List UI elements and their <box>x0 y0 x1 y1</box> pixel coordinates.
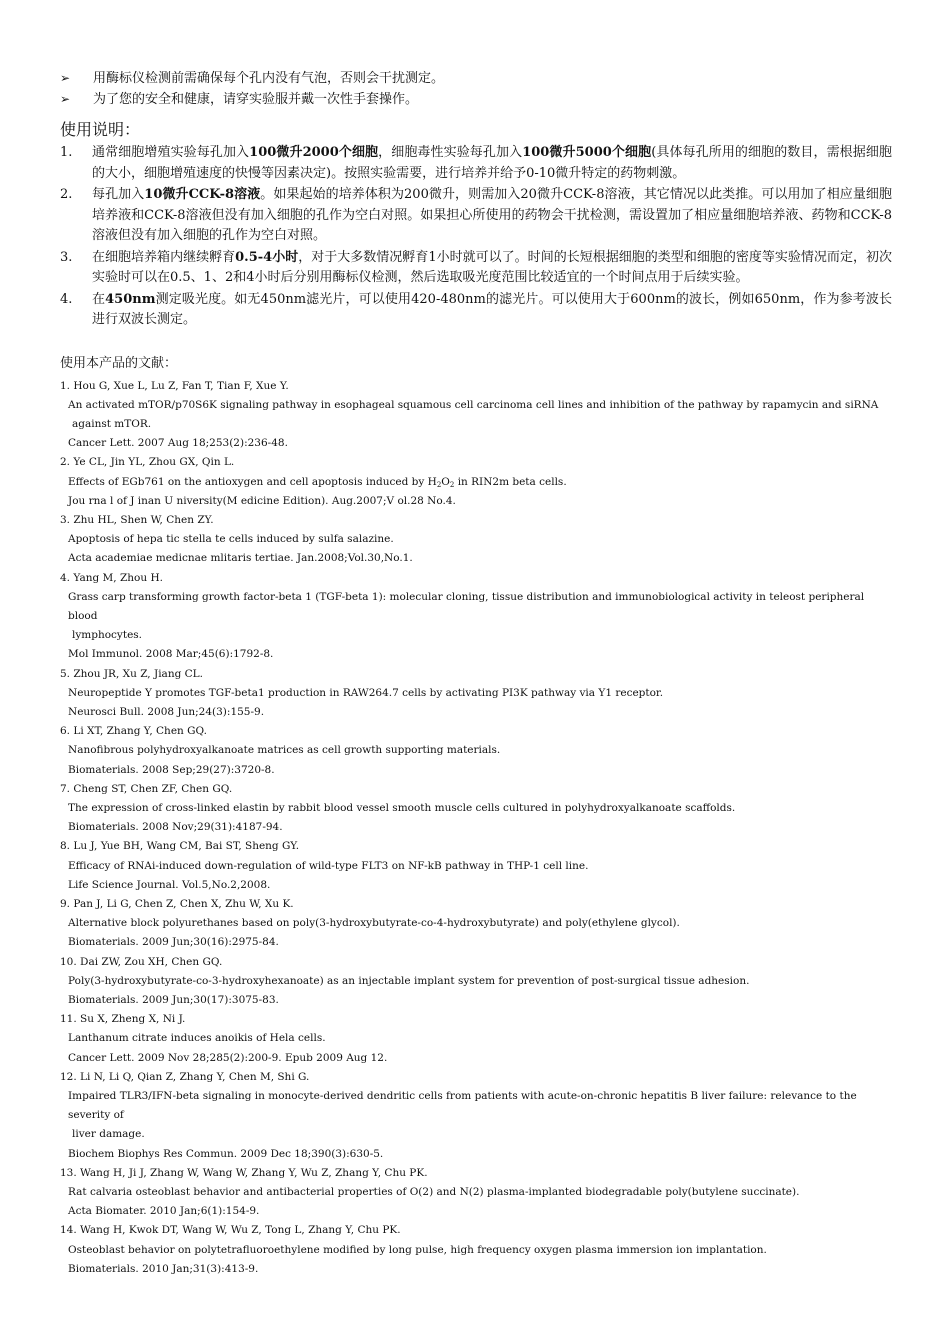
reference-item: 14. Wang H, Kwok DT, Wang W, Wu Z, Tong L, Zhang Y, Chu PK. Osteoblast behavior on polytetrafluoroethylene modified by long pulse, high frequency oxygen plasma immersion ion implantation. Biomaterials. 2010 Jan;31(3):413-9. <box>60 1224 767 1275</box>
reference-item: 11. Su X, Zheng X, Ni J. Lanthanum citrate induces anoikis of Hela cells. Cancer Lett. 2009 Nov 28;285(2):200-9. Epub 2009 Aug 12. <box>60 1013 388 1064</box>
reference-item: 7. Cheng ST, Chen ZF, Chen GQ. The expression of cross-linked elastin by rabbit blood vessel smooth muscle cells cultured in polyhydroxyalkanoate scaffolds. Biomaterials. 2008 Nov;29(31):4187-94. <box>60 782 736 834</box>
references-list <box>60 377 892 1280</box>
reference-item: 13. Wang H, Ji J, Zhang W, Wang W, Zhang Y, Wu Z, Zhang Y, Chu PK. Rat calvaria osteoblast behavior and antibacterial properties of O(2) and N(2) plasma-implanted biodegradable poly(butylene succinate). Acta Biomater. 2010 Jan;6(1):154-9. <box>60 1166 800 1218</box>
note-text: 用酶标仪检测前需确保每个孔内没有气泡，否则会干扰测定。 <box>93 71 445 86</box>
reference-item: 2. Ye CL, Jin YL, Zhou GX, Qin L. Effects of EGb761 on the antioxygen and cell apoptosis induced by $H_2O_2$ in RIN2m beta cells. Jou rna l of J inan U niversity(M edicine Edition). Aug.2007;V ol.28 No.4. <box>60 456 567 507</box>
arrow-bullet-icon: ➢ <box>60 71 71 85</box>
usage-step: 1. 通常细胞增殖实验每孔加入100微升2000个细胞，细胞毒性实验每孔加入100微升5000个细胞(具体每孔所用的细胞的数目，需根据细胞的大小，细胞增殖速度的快慢等因素决定)。按照实验需要，进行培养并给予0-10微升特定的药物刺激。 <box>60 145 892 181</box>
reference-item: 10. Dai ZW, Zou XH, Chen GQ. Poly(3-hydroxybutyrate-co-3-hydroxyhexanoate) as an injectable implant system for prevention of post-surgical tissue adhesion. Biomaterials. 2009 Jun;30(17):3075-83. <box>60 955 750 1006</box>
reference-item: 12. Li N, Li Q, Qian Z, Zhang Y, Chen M, Shi G. Impaired TLR3/IFN-beta signaling in monocyte-derived dendritic cells from patients with acute-on-chronic hepatitis B liver failure: relevance to the severity of liver damage. Biochem Biophys Res Commun. 2009 Dec 18;390(3):630-5. <box>60 1070 857 1160</box>
usage-heading: 使用说明： <box>60 120 141 139</box>
note-item <box>60 89 892 110</box>
reference-item: 8. Lu J, Yue BH, Wang CM, Bai ST, Sheng GY. Efficacy of RNAi-induced down-regulation of wild-type FLT3 on NF-kB pathway in THP-1 cell line. Life Science Journal. Vol.5,No.2,2008. <box>60 840 589 891</box>
reference-item: 3. Zhu HL, Shen W, Chen ZY. Apoptosis of hepa tic stella te cells induced by sulfa salazine. Acta academiae medicnae mlitaris tertiae. Jan.2008;Vol.30,No.1. <box>60 513 413 565</box>
reference-item: 9. Pan J, Li G, Chen Z, Chen X, Zhu W, Xu K. Alternative block polyurethanes based on poly(3-hydroxybutyrate-co-4-hydroxybutyrate) and poly(ethylene glycol). Biomaterials. 2009 Jun;30(16):2975-84. <box>60 897 680 949</box>
document-page <box>60 68 892 1279</box>
references-heading: 使用本产品的文献： <box>60 355 178 371</box>
step-number: 4. <box>60 291 73 307</box>
usage-step: 2. 每孔加入10微升CCK-8溶液。如果起始的培养体积为200微升，则需加入20微升CCK-8溶液，其它情况以此类推。可以用加了相应量细胞培养液和CCK-8溶液但没有加入细胞的孔作为空白对照。如果担心所使用的药物会干扰检测，需设置加了相应量细胞培养液、药物和CCK-8溶液但没有加入细胞的孔作为空白对照。 <box>60 187 892 243</box>
step-number: 3. <box>60 249 73 265</box>
reference-item: 6. Li XT, Zhang Y, Chen GQ. Nanofibrous polyhydroxyalkanoate matrices as cell growth supporting materials. Biomaterials. 2008 Sep;29(27):3720-8. <box>60 725 501 776</box>
step-number: 1. <box>60 145 73 160</box>
reference-item: 1. Hou G, Xue L, Lu Z, Fan T, Tian F, Xue Y. An activated mTOR/p70S6K signaling pathway in esophageal squamous cell carcinoma cell lines and inhibition of the pathway by rapamycin and siRNA against mTOR. Cancer Lett. 2007 Aug 18;253(2):236-48. <box>60 379 879 450</box>
note-text: 为了您的安全和健康，请穿实验服并戴一次性手套操作。 <box>93 92 419 107</box>
usage-steps <box>60 143 892 331</box>
reference-item: 4. Yang M, Zhou H. Grass carp transforming growth factor-beta 1 (TGF-beta 1): molecular cloning, tissue distribution and immunobiological activity in teleost peripheral blood lymphocytes. Mol Immunol. 2008 Mar;45(6):1792-8. <box>60 571 865 661</box>
step-number: 2. <box>60 187 73 202</box>
usage-step: 4. 在450nm测定吸光度。如无450nm滤光片，可以使用420-480nm的滤光片。可以使用大于600nm的波长，例如650nm，作为参考波长进行双波长测定。 <box>60 291 892 327</box>
note-item <box>60 68 892 89</box>
reference-item: 5. Zhou JR, Xu Z, Jiang CL. Neuropeptide Y promotes TGF-beta1 production in RAW264.7 cells by activating PI3K pathway via Y1 receptor. Neurosci Bull. 2008 Jun;24(3):155-9. <box>60 667 664 718</box>
arrow-bullet-icon: ➢ <box>60 92 71 106</box>
notes-list <box>60 68 892 110</box>
usage-step: 3. 在细胞培养箱内继续孵育0.5-4小时，对于大多数情况孵育1小时就可以了。时间的长短根据细胞的类型和细胞的密度等实验情况而定，初次实验时可以在0.5、1、2和4小时后分别用酶标仪检测，然后选取吸光度范围比较适宜的一个时间点用于后续实验。 <box>60 249 892 285</box>
